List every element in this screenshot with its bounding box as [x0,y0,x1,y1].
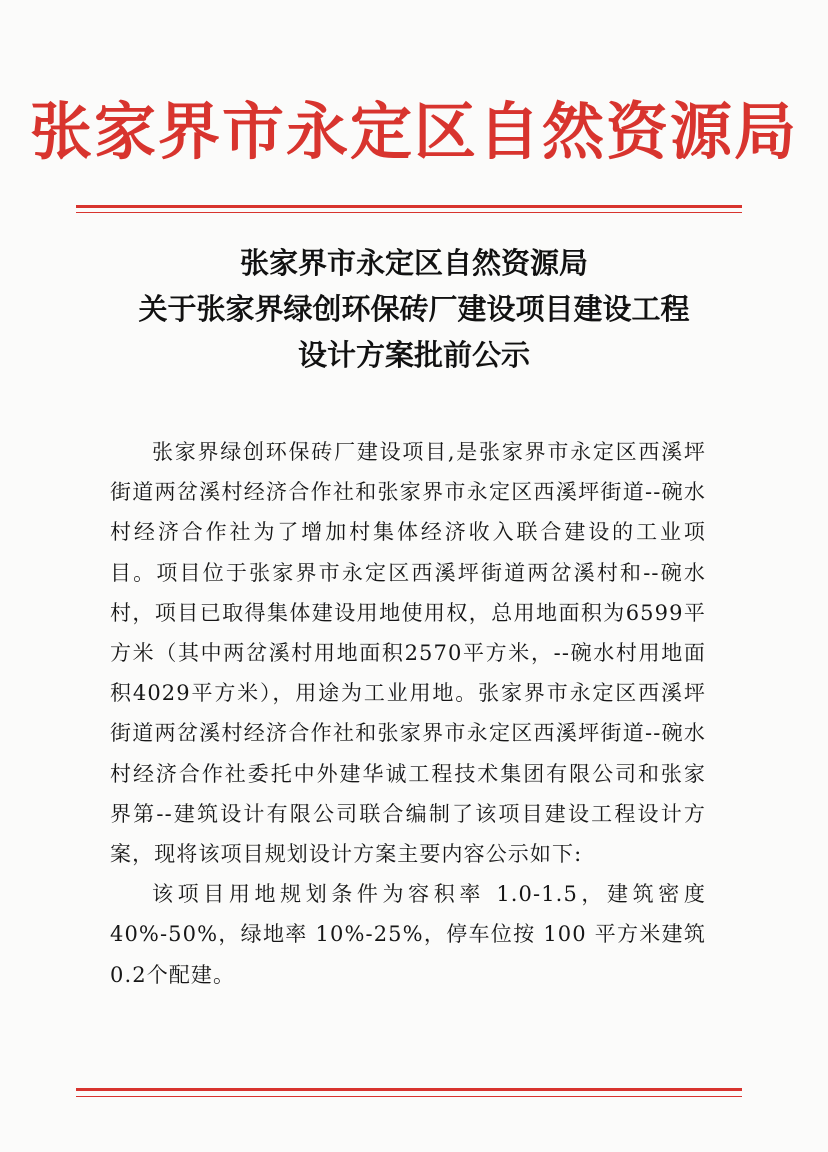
header-rule-thin [76,212,742,213]
header-rule-thick [76,205,742,208]
document-body [110,432,706,995]
title-line-2: 关于张家界绿创环保砖厂建设项目建设工程 [138,292,690,326]
body-paragraph-1: 张家界绿创环保砖厂建设项目,是张家界市永定区西溪坪街道两岔溪村经济合作社和张家界市永定区西溪坪街道--碗水村经济合作社为了增加村集体经济收入联合建设的工业项目。项目位于张家界市永定区西溪坪街道两岔溪村和--碗水村，项目已取得集体建设用地使用权，总用地面积为6599平方米（其中两岔溪村用地面积2570平方米，--碗水村用地面积4029平方米），用途为工业用地。张家界市永定区西溪坪街道两岔溪村经济合作社和张家界市永定区西溪坪街道--碗水村经济合作社委托中外建华诚工程技术集团有限公司和张家界第--建筑设计有限公司联合编制了该项目建设工程设计方案，现将该项目规划设计方案主要内容公示如下: [110,440,706,867]
title-line-3: 设计方案批前公示 [297,338,530,372]
document-title [0,240,828,378]
title-line-1: 张家界市永定区自然资源局 [239,246,588,280]
footer-rule-thick [76,1088,742,1091]
body-paragraph-2: 该项目用地规划条件为容积率 1.0-1.5，建筑密度40%-50%，绿地率 10%-25%，停车位按 100 平方米建筑 0.2个配建。 [110,882,706,987]
agency-header: 张家界市永定区自然资源局 [29,95,798,168]
footer-rule-thin [76,1096,742,1097]
